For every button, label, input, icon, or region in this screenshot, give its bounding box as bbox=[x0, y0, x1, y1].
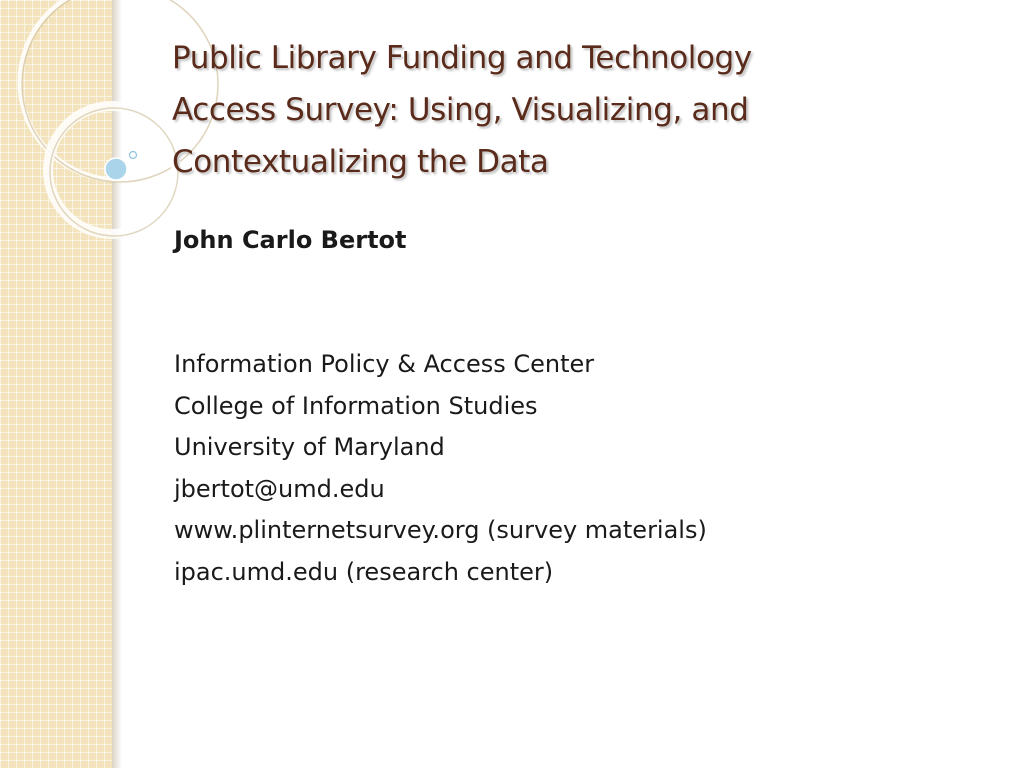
email-link[interactable]: jbertot@umd.edu bbox=[174, 474, 385, 503]
research-center-link[interactable]: ipac.umd.edu (research center) bbox=[174, 557, 554, 586]
slide-title bbox=[172, 32, 892, 188]
survey-website-link[interactable]: www.plinternetsurvey.org (survey materials) bbox=[174, 516, 707, 544]
decorative-bubble-large bbox=[105, 158, 127, 180]
decorative-bubble-small bbox=[130, 152, 137, 159]
affiliation-line: College of Information Studies bbox=[174, 391, 538, 420]
title-line: Contextualizing the Data bbox=[172, 144, 549, 180]
affiliation-line: Information Policy & Access Center bbox=[174, 350, 595, 378]
author-name: John Carlo Bertot bbox=[174, 226, 407, 254]
title-line: Public Library Funding and Technology bbox=[172, 40, 752, 76]
title-line: Access Survey: Using, Visualizing, and bbox=[172, 92, 749, 128]
affiliation-list bbox=[174, 344, 707, 593]
affiliation-line: University of Maryland bbox=[174, 433, 445, 461]
